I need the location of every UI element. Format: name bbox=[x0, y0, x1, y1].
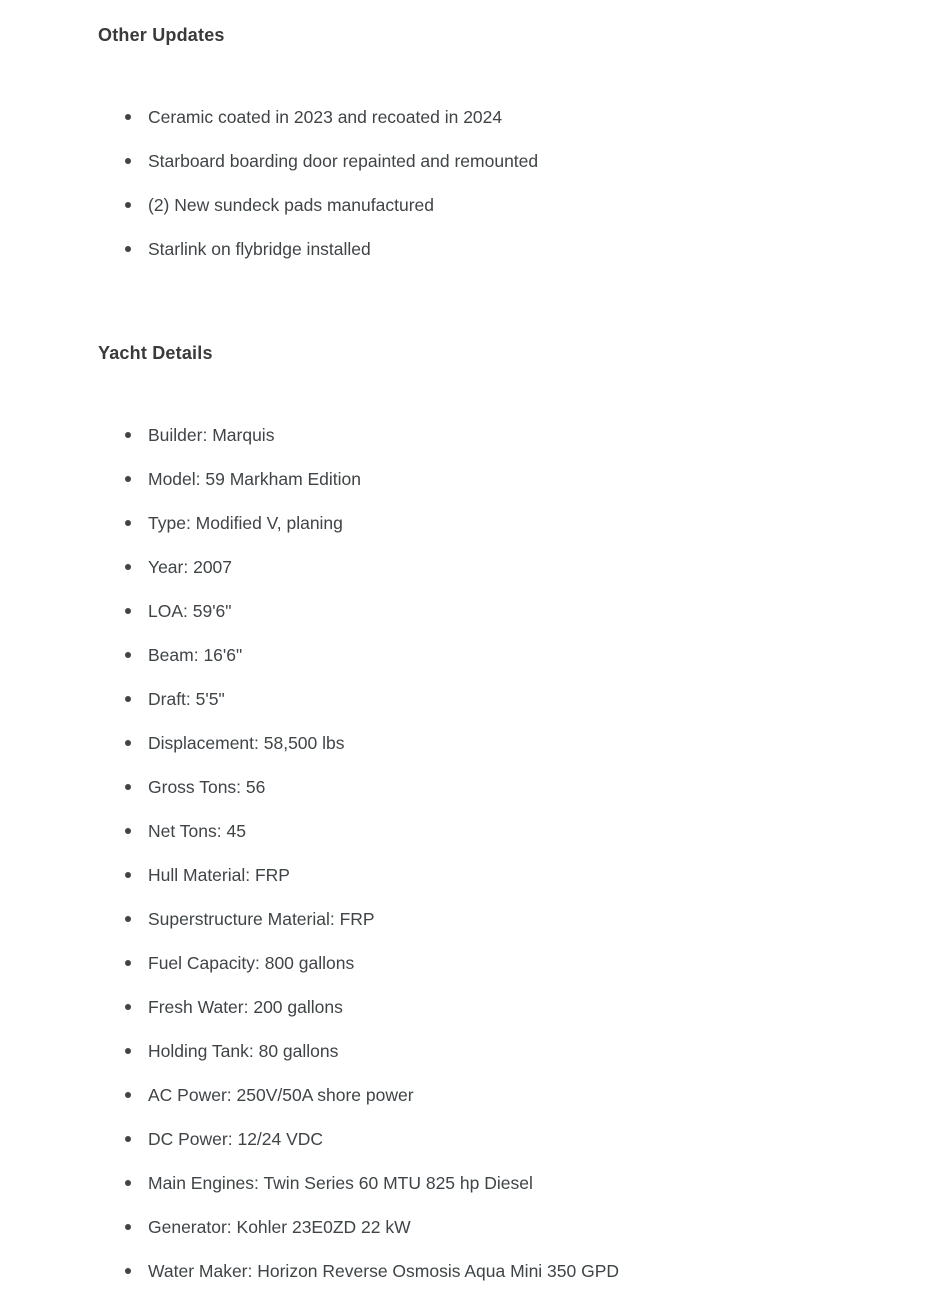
section-other-updates bbox=[98, 26, 902, 260]
list-item: Fresh Water: 200 gallons bbox=[98, 996, 902, 1018]
yacht-details-heading: Yacht Details bbox=[98, 343, 213, 363]
list-item: Draft: 5'5" bbox=[98, 688, 902, 710]
list-item: Starboard boarding door repainted and remounted bbox=[98, 150, 902, 172]
list-item: Superstructure Material: FRP bbox=[98, 908, 902, 930]
list-item: Builder: Marquis bbox=[98, 424, 902, 446]
yacht-details-list bbox=[98, 362, 902, 1282]
list-item: Water Maker: Horizon Reverse Osmosis Aqua Mini 350 GPD bbox=[98, 1260, 902, 1282]
list-item: Model: 59 Markham Edition bbox=[98, 468, 902, 490]
list-item: Net Tons: 45 bbox=[98, 820, 902, 842]
list-item: (2) New sundeck pads manufactured bbox=[98, 194, 902, 216]
list-item: Ceramic coated in 2023 and recoated in 2024 bbox=[98, 106, 902, 128]
other-updates-list bbox=[98, 44, 902, 260]
list-item: AC Power: 250V/50A shore power bbox=[98, 1084, 902, 1106]
list-item: Fuel Capacity: 800 gallons bbox=[98, 952, 902, 974]
list-item: Gross Tons: 56 bbox=[98, 776, 902, 798]
list-item: Starlink on flybridge installed bbox=[98, 238, 902, 260]
list-item: Year: 2007 bbox=[98, 556, 902, 578]
list-item: DC Power: 12/24 VDC bbox=[98, 1128, 902, 1150]
list-item: Main Engines: Twin Series 60 MTU 825 hp Diesel bbox=[98, 1172, 902, 1194]
other-updates-heading: Other Updates bbox=[98, 25, 225, 45]
list-item: Hull Material: FRP bbox=[98, 864, 902, 886]
list-item: Type: Modified V, planing bbox=[98, 512, 902, 534]
list-item: Displacement: 58,500 lbs bbox=[98, 732, 902, 754]
list-item: LOA: 59'6" bbox=[98, 600, 902, 622]
section-yacht-details bbox=[98, 282, 902, 1282]
list-item: Beam: 16'6" bbox=[98, 644, 902, 666]
list-item: Generator: Kohler 23E0ZD 22 kW bbox=[98, 1216, 902, 1238]
list-item: Holding Tank: 80 gallons bbox=[98, 1040, 902, 1062]
